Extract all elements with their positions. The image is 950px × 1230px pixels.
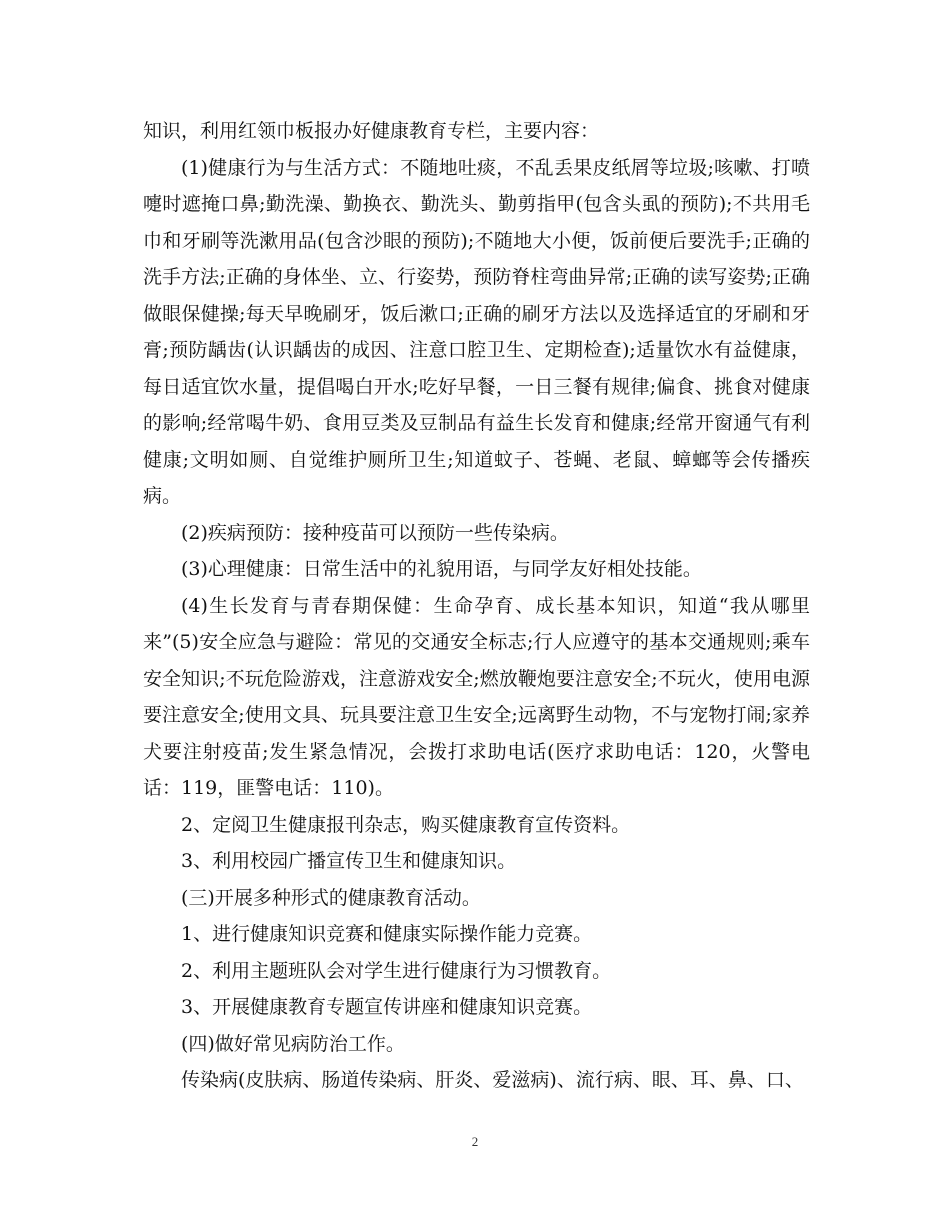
paragraph-section-activities: (三)开展多种形式的健康教育活动。 bbox=[181, 886, 481, 909]
body-text bbox=[143, 113, 810, 1099]
paragraph-disease-prevention: (2)疾病预防：接种疫苗可以预防一些传染病。 bbox=[181, 521, 569, 544]
paragraph-section-disease-control: (四)做好常见病防治工作。 bbox=[181, 1032, 405, 1055]
paragraph-mental-health: (3)心理健康：日常生活中的礼貌用语，与同学友好相处技能。 bbox=[181, 558, 702, 580]
paragraph-infectious-diseases: 传染病(皮肤病、肠道传染病、肝炎、爱滋病)、流行病、眼、耳、鼻、口、 bbox=[181, 1069, 804, 1091]
paragraph-health-behavior: (1)健康行为与生活方式：不随地吐痰，不乱丢果皮纸屑等垃圾;咳嗽、打喷嚏时遮掩口鼻;勤洗澡、勤换衣、勤洗头、勤剪指甲(包含头虱的预防);不共用毛巾和牙刷等洗漱用品(包含沙眼的预防);不随地大小便，饭前便后要洗手;正确的洗手方法;正确的身体坐、立、行姿势，预防脊柱弯曲异常;正确的读写姿势;正确做眼保健操;每天早晚刷牙，饭后漱口;正确的刷牙方法以及选择适宜的牙刷和牙膏;预防龋齿(认识龋齿的成因、注意口腔卫生、定期检查);适量饮水有益健康，每日适宜饮水量，提倡喝白开水;吃好早餐，一日三餐有规律;偏食、挑食对健康的影响;经常喝牛奶、食用豆类及豆制品有益生长发育和健康;经常开窗通气有利健康;文明如厕、自觉维护厕所卫生;知道蚊子、苍蝇、老鼠、蟑螂等会传播疾病。 bbox=[143, 156, 810, 507]
paragraph-campus-broadcast: 3、利用校园广播宣传卫生和健康知识。 bbox=[181, 850, 517, 872]
paragraph-subscribe-publications: 2、定阅卫生健康报刊杂志，购买健康教育宣传资料。 bbox=[181, 813, 631, 836]
paragraph-knowledge-contest: 1、进行健康知识竞赛和健康实际操作能力竞赛。 bbox=[181, 923, 593, 945]
paragraph-intro: 知识，利用红领巾板报办好健康教育专栏，主要内容： bbox=[143, 120, 600, 142]
paragraph-growth-safety: (4)生长发育与青春期保健：生命孕育、成长基本知识，知道“我从哪里来”(5)安全应急与避险：常见的交通安全标志;行人应遵守的基本交通规则;乘车安全知识;不玩危险游戏，注意游戏安全;燃放鞭炮要注意安全;不玩火，使用电源要注意安全;使用文具、玩具要注意卫生安全;远离野生动物，不与宠物打闹;家养犬要注射疫苗;发生紧急情况，会拨打求助电话(医疗求助电话：120，火警电话：119，匪警电话：110)。 bbox=[143, 594, 810, 799]
paragraph-lectures: 3、开展健康教育专题宣传讲座和健康知识竞赛。 bbox=[181, 996, 593, 1018]
paragraph-class-meeting: 2、利用主题班队会对学生进行健康行为习惯教育。 bbox=[181, 959, 612, 982]
page-number: 2 bbox=[471, 1134, 479, 1149]
